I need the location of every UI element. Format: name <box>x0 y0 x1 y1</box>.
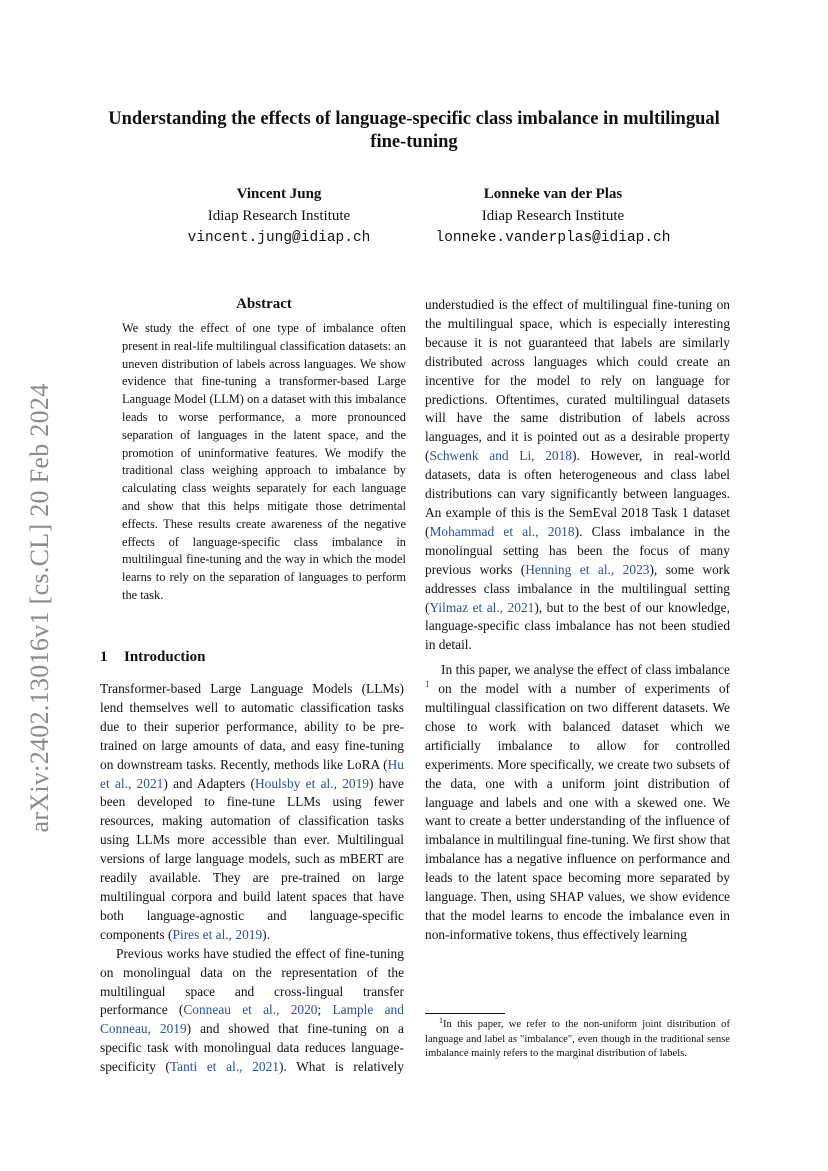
section-title-text: Introduction <box>124 649 206 665</box>
author-name: Lonneke van der Plas <box>483 186 623 202</box>
citation-link[interactable]: Pires et al., 2019 <box>172 926 263 942</box>
author-name: Vincent Jung <box>236 186 322 202</box>
section-number: 1 <box>100 649 108 665</box>
right-column-body <box>425 296 730 945</box>
author-affiliation: Idiap Research Institute <box>481 208 625 224</box>
citation-link[interactable]: Hu et al., 2021 <box>100 756 404 791</box>
left-column-body <box>100 680 404 1077</box>
intro-paragraph-2: Previous works have studied the effect of fine-tuning on monolingual data on the representation of the multilingual space and cross-lingual transfer performance (Conneau et al., 2020; Lample and Conneau, 2019) and showed that fine-tuning on a specific task with monolingual data reduces language-specificity (Tanti et al., 2021). What is relatively <box>100 945 405 1075</box>
author-affiliation: Idiap Research Institute <box>207 208 351 224</box>
author-email: vincent.jung@idiap.ch <box>187 230 371 246</box>
intro-paragraph-2-continued: understudied is the effect of multilingual fine-tuning on the multilingual space, which is especially interesting because it is not guaranteed that labels are similarly distributed across languages which could create an incentive for the model to rely on language for predictions. Oftentimes, curated multilingual datasets will have the same distribution of labels across languages, and it is pointed out as a desirable property (Schwenk and Li, 2018). However, in real-world datasets, data is often heterogeneous and class label distributions can vary significantly between languages. An example of this is the SemEval 2018 Task 1 dataset (Mohammad et al., 2018). Class imbalance in the monolingual setting has been the focus of many previous works (Henning et al., 2023), some work addresses class imbalance in the multilingual setting (Yilmaz et al., 2021), but to the best of our knowledge, language-specific class imbalance has not been studied in detail. <box>425 297 731 653</box>
citation-link[interactable]: Lample and Conneau, 2019 <box>100 1002 404 1037</box>
footnote <box>425 1018 730 1062</box>
section-heading <box>100 649 205 666</box>
footnote-number: 1 <box>439 1016 443 1025</box>
footnote-marker[interactable]: 1 <box>425 679 430 690</box>
citation-link[interactable]: Tanti et al., 2021 <box>169 1059 279 1075</box>
abstract-heading: Abstract <box>236 296 292 312</box>
author-block-2 <box>408 183 698 249</box>
author-email: lonneke.vanderplas@idiap.ch <box>435 230 671 246</box>
arxiv-identifier-stamp <box>20 368 60 848</box>
citation-link[interactable]: Conneau et al., 2020 <box>183 1002 318 1018</box>
intro-paragraph-3: In this paper, we analyse the effect of class imbalance $^1$ on the model with a number of experiments of multilingual classification on two different datasets. We chose to work with balanced dataset which we artificially imbalance to allow for controlled experiments. More specifically, we create two subsets of the data, one with a uniform joint distribution of language and labels and one with a skewed one. We want to create a better understanding of the influence of imbalance in multilingual fine-tuning. We first show that imbalance has a negative influence on performance and leads to the latent space becoming more separated by language. Then, using SHAP values, we show evidence that the model learns to encode the imbalance even in non-informative tokens, thus effectively learning <box>425 662 730 942</box>
footnote-divider <box>425 1013 505 1014</box>
paper-title: Understanding the effects of language-specific class imbalance in multilingual fine-tuning <box>108 109 720 152</box>
arxiv-id-text: arXiv:2402.13016v1 [cs.CL] 20 Feb 2024 <box>25 383 54 833</box>
author-block-1 <box>150 183 408 249</box>
intro-paragraph-1: Transformer-based Large Language Models (LLMs) lend themselves well to automatic classification tasks due to their superior performance, ability to be pre-trained on large amounts of data, and easy fine-tuning on downstream tasks. Recently, methods like LoRA (Hu et al., 2021) and Adapters (Houlsby et al., 2019) have been developed to fine-tune LLMs using fewer resources, making automation of classification tasks using LLMs more accessible than ever. Multilingual versions of large language models, such as mBERT are readily available. They are pre-trained on large multilingual corpora and build latent spaces that have both language-agnostic and language-specific components (Pires et al., 2019). <box>100 681 405 942</box>
footnote-text: In this paper, we refer to the non-uniform joint distribution of language and label as "imbalance", even though in the traditional sense imbalance mainly refers to the marginal distribution of labels. <box>425 1019 730 1059</box>
citation-link[interactable]: Houlsby et al., 2019 <box>255 775 369 791</box>
abstract-body: We study the effect of one type of imbalance often present in real-life multilingual classification datasets: an uneven distribution of labels across languages. We show evidence that fine-tuning a transformer-based Large Language Model (LLM) on a dataset with this imbalance leads to worse performance, a more pronounced separation of languages in the latent space, and the promotion of uninformative features. We modify the traditional class weighing approach to imbalance by calculating class weights separately for each language and show that this helps mitigate those detrimental effects. These results create awareness of the negative effects of language-specific class imbalance in multilingual fine-tuning and the way in which the model learns to rely on the separation of languages to perform the task. <box>122 321 406 602</box>
